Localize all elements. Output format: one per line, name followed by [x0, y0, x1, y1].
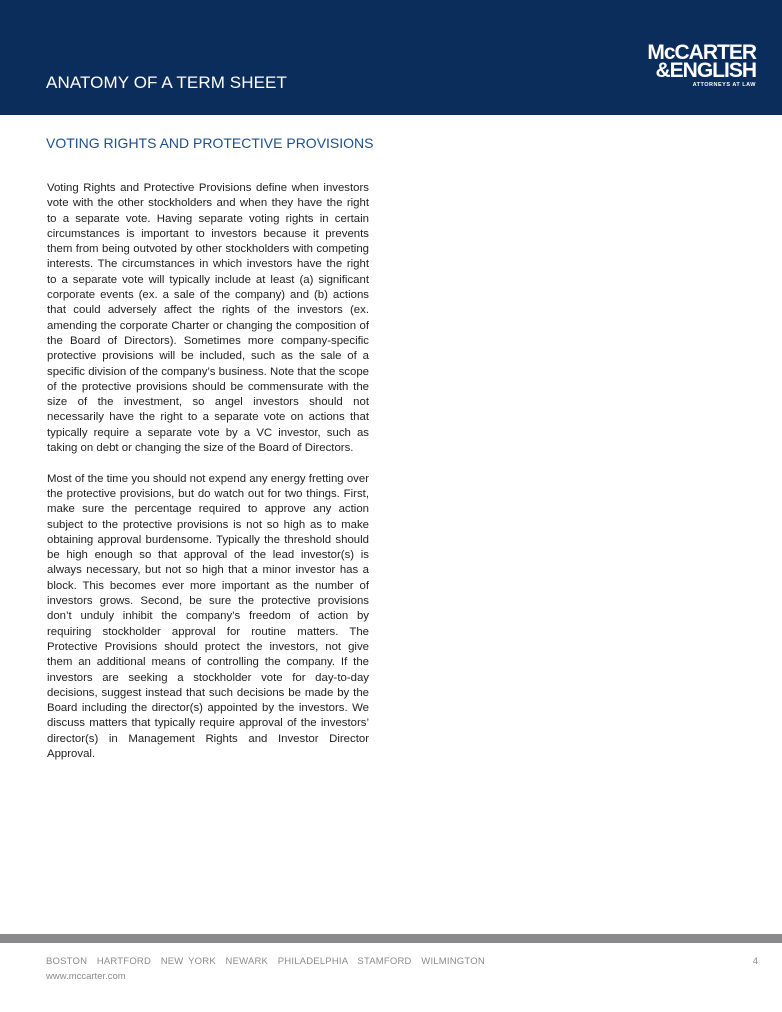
footer-website-link[interactable]: www.mccarter.com [46, 971, 126, 982]
page-number: 4 [752, 956, 758, 967]
firm-logo [640, 41, 756, 89]
footer-office-list: BOSTON HARTFORD NEW YORK NEWARK PHILADELPHIA STAMFORD WILMINGTON [46, 956, 485, 967]
document-title: ANATOMY OF A TERM SHEET [46, 73, 287, 92]
paragraph-1: Voting Rights and Protective Provisions define when investors vote with the other stockholders and when they have the right to a separate vote. Having separate voting rights in certain circumstances is important to investors because it prevents them from being outvoted by other stockholders with competing interests. The circumstances in which investors have the right to a separate vote will typically include at least (a) significant corporate events (ex. a sale of the company) and (b) actions that could adversely affect the rights of the investors (ex. amending the corporate Charter or changing the composition of the Board of Directors). Sometimes more company-specific protective provisions will be included, such as the sale of a specific division of the company’s business. Note that the scope of the protective provisions should be commensurate with the size of the investment, so angel investors should not necessarily have the right to a separate vote on actions that typically require a separate vote by a VC investor, such as taking on debt or changing the size of the Board of Directors. [47, 182, 369, 455]
page-header [0, 0, 782, 115]
section-title: VOTING RIGHTS AND PROTECTIVE PROVISIONS [46, 135, 374, 151]
logo-line-1: McCARTER [647, 41, 756, 64]
body-text [47, 181, 369, 778]
logo-line-2: &ENGLISH [655, 59, 756, 82]
footer-divider [0, 934, 782, 943]
logo-tagline: ATTORNEYS AT LAW [692, 82, 756, 88]
paragraph-2: Most of the time you should not expend any energy fretting over the protective provisions, but do watch out for two things. First, make sure the percentage required to approve any action subject to the protective provisions is not so high as to make obtaining approval burdensome. Typically the threshold should be high enough so that approval of the lead investor(s) is always necessary, but not so high that a minor investor has a block. This becomes ever more important as the number of investors grows. Second, be sure the protective provisions don’t unduly inhibit the company’s freedom of action by requiring stockholder approval for routine matters. The Protective Provisions should protect the investors, not give them an additional means of controlling the company. If the investors are seeking a stockholder vote for day-to-day decisions, suggest instead that such decisions be made by the Board including the director(s) appointed by the investors. We discuss matters that typically require approval of the investors’ director(s) in Management Rights and Investor Director Approval. [47, 472, 369, 760]
